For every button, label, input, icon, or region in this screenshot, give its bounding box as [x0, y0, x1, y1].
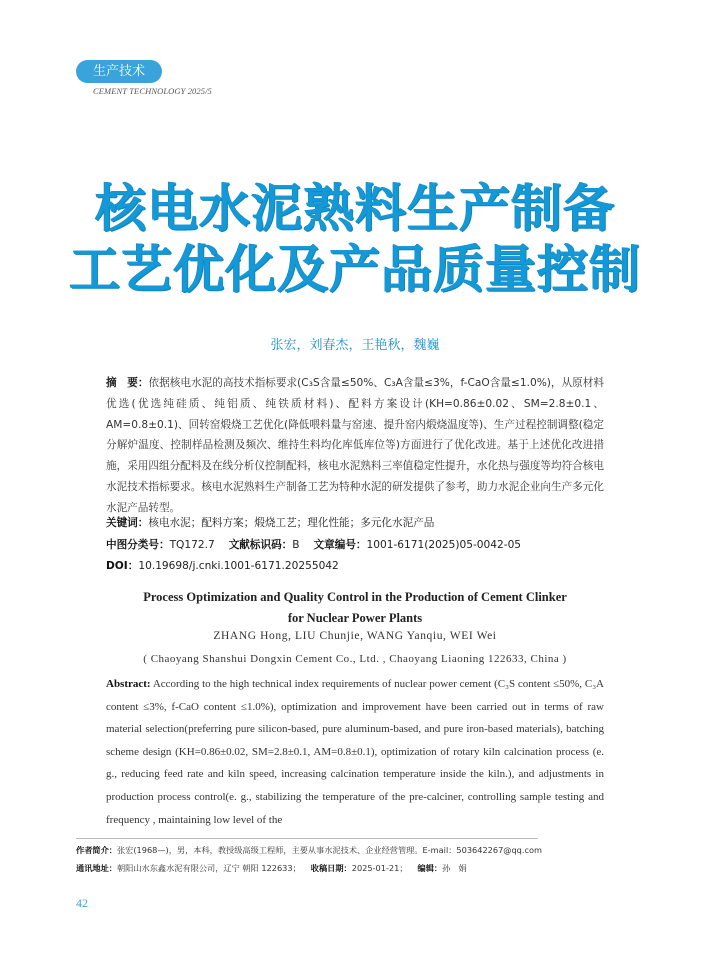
footnote-divider: [76, 838, 538, 839]
abstract-en-text: According to the high technical index requirements of nuclear power cement (C₃S content ≤50%, C₃A content ≤3%, f-CaO content ≤1.0%), optimization and improvement have been carried out in terms of raw material selection(preferring pure silicon-based, pure aluminum-based, and pure iron-based materials), batching scheme design (KH=0.86±0.02, SM=2.8±0.1, AM=0.8±0.1), optimization of rotary kiln calcination process (e. g., reducing feed rate and kiln speed, increasing calcination temperature inside the kiln.), and adjustments in production process control(e. g., stabilizing the temperature of the pre-calciner, controlling sample testing and frequency , maintaining low level of the: [106, 678, 604, 826]
title-cn-line1: 核电水泥熟料生产制备: [94, 180, 615, 239]
editor-label: 编辑：: [417, 863, 443, 873]
classification-line: [106, 537, 606, 552]
abstract-en: [106, 673, 604, 831]
received-date: 2025-01-21；: [351, 863, 408, 873]
author-intro-label: 作者简介：: [76, 845, 117, 855]
journal-issue-line: CEMENT TECHNOLOGY 2025/5: [93, 86, 212, 96]
doi-value: 10.19698/j.cnki.1001-6171.20255042: [138, 560, 339, 572]
keywords: [106, 515, 606, 530]
authors-cn: 张宏，刘春杰，王艳秋，魏巍: [270, 338, 440, 353]
title-en-line2: for Nuclear Power Plants: [287, 611, 423, 625]
abstract-en-label: Abstract:: [106, 678, 151, 690]
clc-value: TQ172.7: [169, 539, 215, 551]
doi-line: [106, 558, 606, 573]
title-en-line1: Process Optimization and Quality Control in the Production of Cement Clinker: [143, 590, 567, 604]
abstract-cn-text: 依据核电水泥的高技术指标要求(C₃S含量≤50%、C₃A含量≤3%，f-CaO含量≤1.0%)，从原材料优选(优选纯硅质、纯铝质、纯铁质材料)、配料方案设计(KH=0.86±0.02、SM=2.8±0.1、AM=0.8±0.1)、回转窑煅烧工艺优化(降低喂料量与窑速、提升窑内煅烧温度等)、生产过程控制调整(稳定分解炉温度、控制样品检测及频次、维持生料均化库低库位等)方面进行了优化改进。基于上述优化改进措施，采用四组分配料及在线分析仪控制配料，核电水泥熟料三率值稳定性提升，水化热与强度等均符合核电水泥技术指标要求。核电水泥熟料生产制备工艺为特种水泥的研发提供了参考，助力水泥企业向生产多元化水泥产品转型。: [106, 377, 604, 514]
article-number-label: 文章编号：: [313, 539, 367, 551]
article-number-value: 1001-6171(2025)05-0042-05: [366, 539, 522, 551]
doc-code-label: 文献标识码：: [228, 539, 293, 551]
author-intro-footnote: [76, 845, 616, 856]
address-label: 通讯地址：: [76, 863, 117, 873]
address-text: 朝阳山水东鑫水泥有限公司，辽宁 朝阳 122633；: [116, 863, 301, 873]
affiliation-en: ( Chaoyang Shanshui Dongxin Cement Co., Ltd. , Chaoyang Liaoning 122633, China ): [143, 653, 567, 665]
author-intro-text: 张宏(1968—)，男，本科，教授级高级工程师，主要从事水泥技术、企业经营管理。E-mail：503642267@qq.com: [116, 845, 542, 855]
address-footnote: [76, 863, 616, 874]
doc-code-value: B: [292, 539, 300, 551]
authors-en: ZHANG Hong, LIU Chunjie, WANG Yanqiu, WEI Wei: [213, 630, 497, 642]
clc-label: 中图分类号：: [106, 539, 170, 551]
section-tag: 生产技术: [76, 60, 162, 83]
received-label: 收稿日期：: [310, 863, 352, 873]
abstract-cn-label: 摘 要：: [106, 377, 149, 389]
abstract-cn: [106, 373, 604, 519]
page-number: 42: [76, 896, 88, 910]
editor-name: 孙 娟: [442, 863, 467, 873]
title-cn-line2: 工艺优化及产品质量控制: [68, 241, 641, 300]
keywords-label: 关键词：: [106, 517, 149, 529]
keywords-text: 核电水泥；配料方案；煅烧工艺；理化性能；多元化水泥产品: [148, 517, 435, 529]
doi-label: DOI：: [106, 560, 139, 572]
